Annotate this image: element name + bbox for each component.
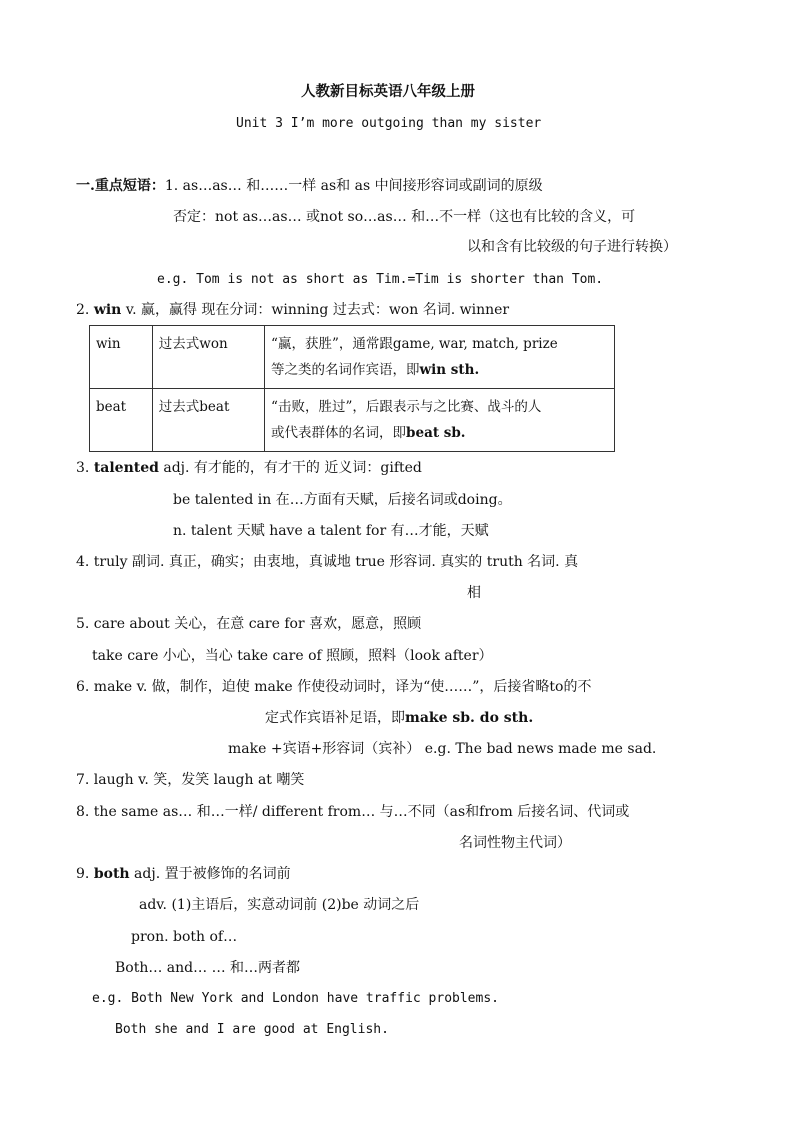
item-9-line-4: Both… and… … 和…两者都	[115, 960, 301, 976]
item-8-line-2: 名词性物主代词）	[459, 835, 571, 851]
item-9-example-1: e.g. Both New York and London have traffic problems.	[92, 991, 499, 1006]
item-4-line-1: 4. truly 副词. 真正，确实；由衷地，真诚地 true 形容词. 真实的 truth 名词. 真	[76, 554, 579, 570]
item-9-text: adj. 置于被修饰的名词前	[134, 866, 291, 882]
doc-title: 人教新目标英语八年级上册	[301, 83, 475, 100]
table-cell-past: 过去式beat	[152, 389, 264, 452]
item-3-number: 3.	[76, 460, 90, 476]
item-1-negation-2: 以和含有比较级的句子进行转换）	[467, 239, 677, 255]
item-9-word: both	[93, 866, 130, 882]
section-heading: 一.重点短语：	[76, 178, 165, 194]
table-cell-past: 过去式won	[152, 326, 264, 389]
item-6-line-1: 6. make v. 做，制作，迫使 make 作使役动词时，译为“使……”，后接省略to的不	[76, 679, 592, 695]
item-5-line-1: 5. care about 关心，在意 care for 喜欢，愿意，照顾	[76, 616, 422, 632]
item-1-negation-1: 否定：not as…as… 或not so…as… 和…不一样（这也有比较的含义，可	[173, 209, 636, 225]
item-6-line-2: 定式作宾语补足语，即make sb. do sth.	[265, 710, 534, 726]
section-1-line-1	[76, 177, 543, 195]
item-1-example: e.g. Tom is not as short as Tim.=Tim is shorter than Tom.	[157, 272, 604, 287]
table-cell-word: beat	[90, 389, 153, 452]
meaning-line-1: “赢，获胜”，通常跟game, war, match, prize	[271, 336, 558, 352]
item-9-line	[76, 865, 291, 883]
meaning-line-1: “击败，胜过”，后跟表示与之比赛、战斗的人	[271, 399, 542, 415]
item-5-line-2: take care 小心，当心 take care of 照顾，照料（look after）	[92, 648, 493, 664]
item-3-text: adj. 有才能的，有才干的 近义词：gifted	[163, 460, 422, 476]
item-2-word: win	[93, 302, 122, 318]
item-8-line-1: 8. the same as… 和…一样/ different from… 与…不同（as和from 后接名词、代词或	[76, 804, 630, 820]
item-3-line-2: be talented in 在…方面有天赋，后接名词或doing。	[173, 492, 512, 508]
item-9-line-3: pron. both of…	[131, 929, 238, 945]
item-7-line-1: 7. laugh v. 笑，发笑 laugh at 嘲笑	[76, 772, 305, 788]
win-beat-table	[89, 325, 615, 452]
item-1-text: 1. as…as… 和……一样 as和 as 中间接形容词或副词的原级	[164, 178, 543, 194]
item-4-line-2: 相	[467, 585, 481, 601]
item-9-number: 9.	[76, 866, 90, 882]
item-3-line-3: n. talent 天赋 have a talent for 有…才能，天赋	[173, 523, 489, 539]
table-row	[90, 326, 615, 389]
table-cell-meaning	[265, 389, 615, 452]
item-3-line	[76, 459, 422, 477]
item-2-text: v. 赢，赢得 现在分词：winning 过去式：won 名词. winner	[125, 302, 510, 318]
doc-subtitle: Unit 3 I’m more outgoing than my sister	[236, 116, 542, 131]
table-row	[90, 389, 615, 452]
item-2-line	[76, 301, 509, 319]
item-3-word: talented	[93, 460, 159, 476]
table-cell-word: win	[90, 326, 153, 389]
item-9-line-2: adv. (1)主语后，实意动词前 (2)be 动词之后	[139, 897, 420, 913]
table-cell-meaning	[265, 326, 615, 389]
item-9-example-2: Both she and I are good at English.	[115, 1022, 389, 1037]
meaning-line-2: 等之类的名词作宾语，即win sth.	[271, 362, 480, 378]
meaning-line-2: 或代表群体的名词，即beat sb.	[271, 425, 466, 441]
item-6-line-3: make +宾语+形容词（宾补） e.g. The bad news made me sad.	[228, 741, 657, 757]
item-2-number: 2.	[76, 302, 90, 318]
